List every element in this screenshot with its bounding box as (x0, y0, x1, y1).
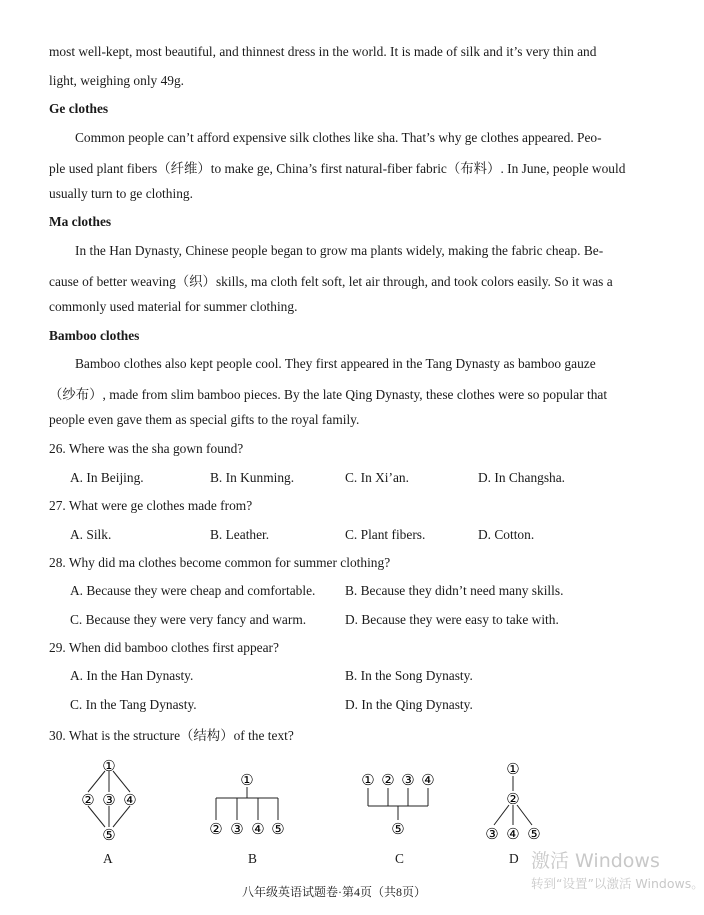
q26-option-a[interactable]: A. In Beijing. (70, 470, 144, 485)
diagram-node: ② (209, 822, 223, 838)
diagram-node: ② (381, 773, 395, 789)
structure-diagram-b[interactable] (204, 768, 294, 840)
diagram-node: ③ (230, 822, 244, 838)
passage-line: Common people can’t afford expensive silk clothes like sha. That’s why ge clothes appeared. Peo- (75, 130, 602, 145)
q28-option-c[interactable]: C. Because they were very fancy and warm. (70, 612, 307, 627)
q26-option-c[interactable]: C. In Xi’an. (345, 470, 409, 485)
page-footer: 八年级英语试题卷·第4页（共8页） (242, 885, 426, 899)
diagram-node: ⑤ (102, 828, 116, 844)
diagram-node: ① (102, 759, 116, 775)
section-heading-ma: Ma clothes (49, 214, 112, 229)
question-28-stem: 28. Why did ma clothes become common for summer clothing? (49, 555, 391, 570)
passage-line: In the Han Dynasty, Chinese people began to grow ma plants widely, making the fabric cheap. Be- (75, 243, 604, 258)
diagram-node: ③ (102, 793, 116, 809)
passage-line: （纱布）, made from slim bamboo pieces. By the late Qing Dynasty, these clothes were so popular that (49, 387, 608, 402)
diagram-node: ② (506, 792, 520, 808)
q27-option-d[interactable]: D. Cotton. (478, 527, 535, 542)
q28-option-d[interactable]: D. Because they were easy to take with. (345, 612, 559, 627)
passage-line: light, weighing only 49g. (49, 73, 185, 88)
passage-line: ple used plant fibers（纤维）to make ge, China’s first natural-fiber fabric（布料）. In June, people would (49, 161, 626, 176)
diagram-node: ③ (401, 773, 415, 789)
structure-diagram-d[interactable] (480, 757, 550, 845)
diagram-node: ④ (123, 793, 137, 809)
diagram-node: ④ (421, 773, 435, 789)
passage-line: commonly used material for summer clothing. (49, 299, 298, 314)
question-30-stem: 30. What is the structure（结构）of the text? (49, 728, 294, 743)
diagram-node: ② (81, 793, 95, 809)
diagram-node: ⑤ (527, 827, 541, 843)
diagram-label-b: B (248, 851, 257, 866)
diagram-label-a: A (103, 851, 113, 866)
diagram-node: ⑤ (271, 822, 285, 838)
structure-diagram-a[interactable] (74, 754, 144, 846)
q29-option-d[interactable]: D. In the Qing Dynasty. (345, 697, 473, 712)
activation-watermark-subtitle: 转到“设置”以激活 Windows。 (531, 876, 704, 891)
q27-option-a[interactable]: A. Silk. (70, 527, 112, 542)
section-heading-bamboo: Bamboo clothes (49, 328, 140, 343)
q29-option-b[interactable]: B. In the Song Dynasty. (345, 668, 473, 683)
diagram-node: ⑤ (391, 822, 405, 838)
q29-option-a[interactable]: A. In the Han Dynasty. (70, 668, 194, 683)
diagram-label-c: C (395, 851, 404, 866)
diagram-node: ① (240, 773, 254, 789)
passage-line: cause of better weaving（织）skills, ma cloth felt soft, let air through, and took colors easily. So it was a (49, 274, 613, 289)
q29-option-c[interactable]: C. In the Tang Dynasty. (70, 697, 197, 712)
q26-option-b[interactable]: B. In Kunming. (210, 470, 295, 485)
diagram-node: ① (506, 762, 520, 778)
passage-line: Bamboo clothes also kept people cool. They first appeared in the Tang Dynasty as bamboo gauze (75, 356, 596, 371)
activation-watermark-title: 激活 Windows (531, 850, 660, 872)
passage-line: people even gave them as special gifts to the royal family. (49, 412, 360, 427)
question-29-stem: 29. When did bamboo clothes first appear? (49, 640, 279, 655)
q26-option-d[interactable]: D. In Changsha. (478, 470, 566, 485)
passage-line: most well-kept, most beautiful, and thinnest dress in the world. It is made of silk and it’s very thin and (49, 44, 597, 59)
q27-option-b[interactable]: B. Leather. (210, 527, 270, 542)
section-heading-ge: Ge clothes (49, 101, 109, 116)
diagram-node: ④ (251, 822, 265, 838)
passage-line: usually turn to ge clothing. (49, 186, 193, 201)
structure-diagram-c[interactable] (356, 768, 446, 840)
q28-option-b[interactable]: B. Because they didn’t need many skills. (345, 583, 564, 598)
question-26-stem: 26. Where was the sha gown found? (49, 441, 244, 456)
diagram-label-d: D (509, 851, 519, 866)
diagram-node: ① (361, 773, 375, 789)
diagram-node: ③ (485, 827, 499, 843)
q27-option-c[interactable]: C. Plant fibers. (345, 527, 426, 542)
diagram-node: ④ (506, 827, 520, 843)
q28-option-a[interactable]: A. Because they were cheap and comfortable. (70, 583, 316, 598)
question-27-stem: 27. What were ge clothes made from? (49, 498, 253, 513)
